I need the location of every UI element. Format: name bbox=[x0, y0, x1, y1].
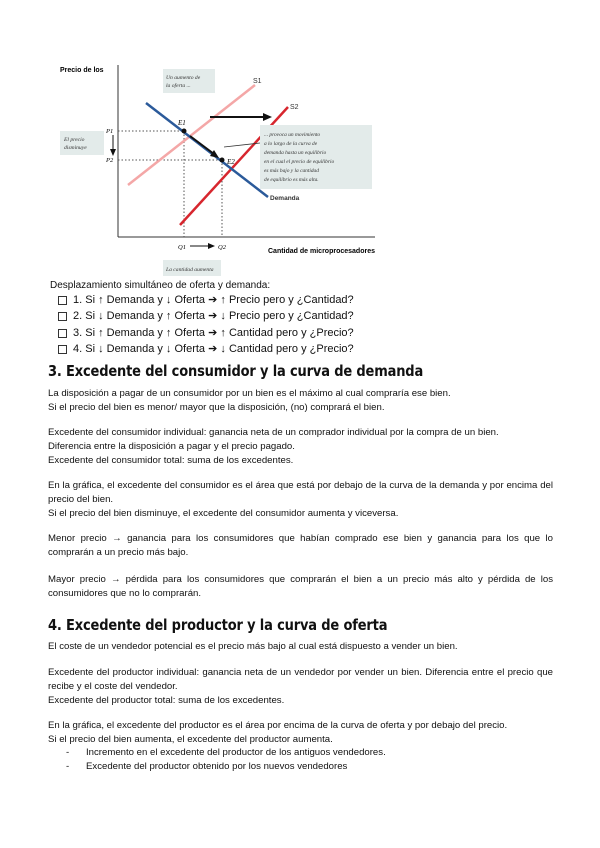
s3-paragraph: Mayor precio → pérdida para los consumidores que comprarán el bien a un precio más alto y pérdida de los consumidores que no lo comprarán. bbox=[48, 574, 553, 600]
supply-shift-figure bbox=[50, 55, 390, 280]
s2-label: S2 bbox=[290, 104, 299, 111]
s4-paragraph: En la gráfica, el excedente del productor es el área por encima de la curva de oferta y por debajo del precio. bbox=[48, 720, 508, 731]
q1-tick: Q1 bbox=[178, 244, 186, 251]
price-note-box bbox=[60, 131, 104, 155]
scenario-item bbox=[58, 325, 354, 341]
quantity-note: La cantidad aumenta bbox=[166, 267, 214, 273]
e1-label: E1 bbox=[178, 119, 186, 127]
q2-tick: Q2 bbox=[218, 244, 226, 251]
demand-note-line-6: de equilibrio es más alta. bbox=[264, 177, 319, 183]
s3-paragraph: Menor precio → ganancia para los consumidores que habían comprado ese bien y ganancia para los que lo comprarán a un precio más bajo. bbox=[48, 533, 553, 559]
supply-note-line-1: Un aumento de bbox=[166, 75, 201, 81]
demand-note-line-5: es más bajo y la cantidad bbox=[264, 168, 319, 174]
price-arrowhead bbox=[110, 149, 116, 156]
scenario-text: 1. Si ↑ Demanda y ↓ Oferta ➔ ↑ Precio pero y ¿Cantidad? bbox=[73, 294, 354, 306]
s4-paragraph: Excedente del productor individual: ganancia neta de un vendedor por vender un bien. Diferencia entre el precio que recibe y el coste del vendedor. bbox=[48, 667, 553, 693]
scenarios-title: Desplazamiento simultáneo de oferta y demanda: bbox=[50, 280, 271, 291]
checkbox-icon[interactable] bbox=[58, 312, 67, 321]
s4-paragraph: Si el precio del bien aumenta, el excedente del productor aumenta. bbox=[48, 734, 333, 745]
price-note-line-2: disminuye bbox=[64, 145, 87, 151]
s3-paragraph: La disposición a pagar de un consumidor por un bien es el máximo al cual compraría ese bien. bbox=[48, 388, 451, 399]
s3-paragraph: Diferencia entre la disposición a pagar y el precio pagado. bbox=[48, 441, 295, 452]
y-axis-label: Precio de los bbox=[60, 67, 104, 74]
s3-paragraph: Si el precio del bien es menor/ mayor que la disposición, (no) comprará el bien. bbox=[48, 402, 385, 413]
checkbox-icon[interactable] bbox=[58, 345, 67, 354]
p1-tick: P1 bbox=[106, 128, 114, 135]
p2-tick: P2 bbox=[106, 157, 114, 164]
s4-paragraph: Excedente del productor total: suma de los excedentes. bbox=[48, 695, 285, 706]
shift-arrowhead bbox=[263, 113, 272, 121]
s4-paragraph: El coste de un vendedor potencial es el precio más bajo al cual está dispuesto a vender un bien. bbox=[48, 641, 458, 652]
scenario-text: 3. Si ↑ Demanda y ↑ Oferta ➔ ↑ Cantidad pero y ¿Precio? bbox=[73, 326, 354, 339]
section-3-heading: 3. Excedente del consumidor y la curva de demanda bbox=[48, 362, 424, 380]
x-axis-label: Cantidad de microprocesadores bbox=[268, 248, 375, 255]
demand-note-line-4: en el cual el precio de equilibrio bbox=[264, 159, 335, 165]
checkbox-icon[interactable] bbox=[58, 329, 67, 338]
scenario-text: 4. Si ↓ Demanda y ↓ Oferta ➔ ↓ Cantidad pero y ¿Precio? bbox=[73, 343, 354, 356]
s4-dash-item: - Incremento en el excedente del productor de los antiguos vendedores. bbox=[66, 747, 386, 758]
scenario-item bbox=[58, 341, 354, 357]
demand-note-line-3: demanda hasta un equilibrio bbox=[264, 150, 327, 156]
movement-arrow bbox=[190, 136, 214, 154]
demand-label: Demanda bbox=[270, 195, 300, 202]
scenario-list bbox=[58, 292, 354, 358]
supply-note-box bbox=[163, 69, 215, 93]
supply-note-line-2: la oferta ... bbox=[166, 83, 191, 89]
s1-label: S1 bbox=[253, 78, 262, 85]
scenario-item bbox=[58, 292, 354, 308]
s3-paragraph: En la gráfica, el excedente del consumidor es el área que está por debajo de la curva de la demanda y por encima del precio del bien. bbox=[48, 480, 553, 506]
s4-dash-item: - Excedente del productor obtenido por los nuevos vendedores bbox=[66, 761, 348, 772]
equilibrium-e1 bbox=[182, 129, 187, 134]
s3-paragraph: Excedente del consumidor individual: ganancia neta de un comprador individual por la compra de un bien. bbox=[48, 427, 499, 438]
scenario-item bbox=[58, 308, 354, 324]
s3-paragraph: Si el precio del bien disminuye, el excedente del consumidor aumenta y viceversa. bbox=[48, 508, 399, 519]
checkbox-icon[interactable] bbox=[58, 296, 67, 305]
demand-note-line-1: ... provoca un movimiento bbox=[264, 132, 321, 138]
demand-note-line-2: a lo largo de la curva de bbox=[264, 141, 318, 147]
s4-dash-text: Incremento en el excedente del productor de los antiguos vendedores. bbox=[86, 747, 386, 758]
price-note-line-1: El precio bbox=[64, 137, 85, 143]
scenario-text: 2. Si ↓ Demanda y ↑ Oferta ➔ ↓ Precio pero y ¿Cantidad? bbox=[73, 310, 354, 323]
e2-label: E2 bbox=[227, 158, 235, 166]
supply-curve-s1 bbox=[128, 85, 255, 185]
equilibrium-e2 bbox=[220, 158, 225, 163]
quantity-arrowhead bbox=[208, 243, 215, 249]
s3-paragraph: Excedente del consumidor total: suma de los excedentes. bbox=[48, 455, 294, 466]
s4-dash-text: Excedente del productor obtenido por los nuevos vendedores bbox=[86, 761, 348, 772]
section-4-heading: 4. Excedente del productor y la curva de oferta bbox=[48, 616, 388, 634]
